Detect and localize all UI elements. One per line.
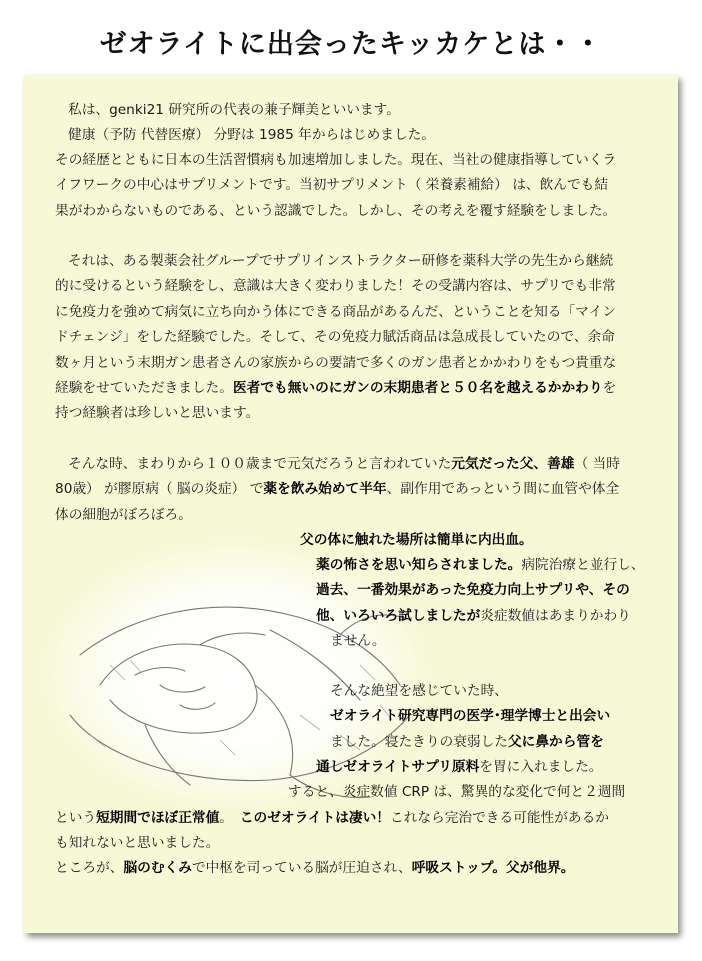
emphasis-text: 元気だった父、善雄 [451,456,575,472]
body-text: 病院治療と並行し、 [521,557,645,573]
emphasis-text: 薬を飲み始めて半年 [263,481,387,497]
body-text: 的に受けるという経験をし、意識は大きく変わりました！その受講内容は、サプリでも非常 [55,278,616,294]
text-line [55,175,608,195]
body-text: 体の細胞がぼろぼろ。 [55,507,192,523]
body-text: ません。 [330,633,386,649]
body-text: 。 [219,810,240,826]
body-text: そんな絶望を感じていた時、 [330,683,508,699]
bedridden-father-illustration [40,535,435,820]
emphasis-text: 他、いろいろ試しましたが [316,608,481,624]
text-line [68,251,613,271]
body-text: 果がわからないものである、という認識でした。しかし、その考えを覆す経験をしました。 [55,203,617,219]
emphasis-text: 父に鼻から管を [507,734,604,750]
body-text: それは、ある製薬会社グループでサプリインストラクター研修を薬科大学の先生から継続 [68,253,614,269]
body-text: 経験をせていただきました。 [55,380,233,396]
emphasis-text: 過去、一番効果があった免疫力向上サプリや、その [316,582,630,598]
body-text: に免疫力を強めて病気に立ち向かう体にできる商品があるんだ、ということを知る「マイン [55,304,616,320]
body-text: も知れないと思いました。 [55,835,220,851]
body-text: で中枢を司っている脳が圧迫され、 [191,860,412,876]
body-text: という [55,810,97,826]
text-line [330,681,508,701]
text-line [68,100,400,120]
emphasis-text: 父の体に触れた場所は簡単に内出血。 [300,532,533,548]
text-line [55,201,616,221]
body-text: 持つ経験者は珍しいと思います。 [55,405,260,421]
text-line [55,150,616,170]
body-text: 、副作用であっという間に血管や体全 [386,481,620,497]
text-line [316,580,630,600]
text-line [55,833,219,853]
body-text: を胃に入れました。 [479,759,603,775]
emphasis-text: このゼオライトは凄い！ [239,810,390,826]
body-text: ました。寝たきりの衰弱した [330,734,508,750]
emphasis-text: 薬の怖さを思い知らされました。 [316,557,522,573]
text-line [55,808,609,828]
text-line [55,858,574,878]
emphasis-text: ゼオライト研究専門の医学･理学博士と出会い [330,708,611,724]
body-text: ドチェンジ」をした経験でした。そして、その免疫力賦活商品は急成長していたので、余命 [55,329,615,345]
emphasis-text: 通しゼオライトサプリ原料 [316,759,480,775]
text-line [55,302,616,322]
text-line [330,706,610,726]
body-text: ところが、 [55,860,124,876]
emphasis-text: 呼吸ストップ。父が他界。 [411,860,575,876]
text-line [68,454,620,474]
text-line [316,757,603,777]
text-line [68,125,435,145]
body-text: を [602,380,617,396]
emphasis-text: 短期間でほぼ正常値 [96,810,220,826]
body-text: （ 当時 [574,456,620,472]
body-text: 私は、genki21 研究所の代表の兼子輝美といいます。 [68,102,400,118]
text-line [55,479,619,499]
body-text: 健康（予防 代替医療） 分野は 1985 年からはじめました。 [68,127,436,143]
body-text: これなら完治できる可能性があるか [389,810,609,826]
text-line [316,555,645,575]
text-line [288,782,625,802]
text-line [55,378,616,398]
body-text: 数ヶ月という末期ガン患者さんの家族からの要請で多くのガン患者とかかわりをもつ貴重な [55,355,617,371]
text-line [300,530,533,550]
text-line [316,606,631,626]
body-text: 80歳） が膠原病（ 脳の炎症） で [55,481,264,497]
text-line [55,505,192,525]
emphasis-text: 脳のむくみ [123,860,192,876]
body-text: すると、炎症数値 CRP は、驚異的な変化で何と２週間 [288,784,626,800]
text-line [55,403,259,423]
body-text: その経歴とともに日本の生活習慣病も加速増加しました。現在、当社の健康指導していくラ [55,152,617,168]
text-line [55,327,615,347]
body-text: 炎症数値はあまりかわり [480,608,631,624]
text-line [330,732,604,752]
emphasis-text: 医者でも無いのにガンの末期患者と５０名を越えるかかわり [232,380,603,396]
body-text: イフワークの中心はサプリメントです。当初サプリメント（ 栄養素補給） は、飲んでも結 [55,177,609,193]
page-title: ゼオライトに出会ったキッカケとは・・ [99,29,603,60]
text-line [330,631,386,651]
text-line [55,276,616,296]
text-line [55,353,616,373]
body-text: そんな時、まわりから１００歳まで元気だろうと言われていた [68,456,452,472]
